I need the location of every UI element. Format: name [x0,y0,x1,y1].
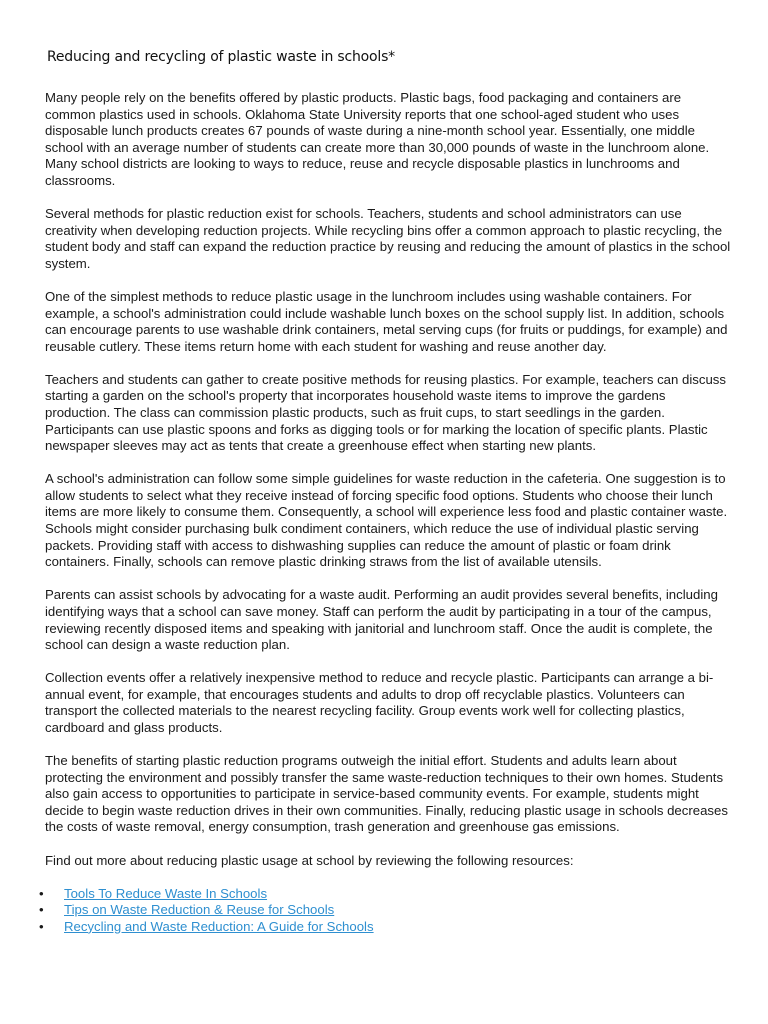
list-item [39,902,731,919]
paragraph-benefits: The benefits of starting plastic reduction programs outweigh the initial effort. Students and adults learn about protecting the environment and possibly transfer the same waste-reduction techniques to their own homes. Students also gain access to opportunities to participate in service-based community events. For example, students might decide to begin waste reduction drives in their own communities. Finally, reducing plastic usage in schools decreases the costs of waste removal, energy consumption, trash generation and greenhouse gas emissions. [45,753,728,835]
list-item [39,885,731,903]
paragraph-cafeteria-guidelines: A school's administration can follow some simple guidelines for waste reduction in the cafeteria. One suggestion is to allow students to select what they receive instead of forcing specific food options. Students who choose their lunch items are more likely to consume them. Consequently, a school will experience less food and plastic container waste. Schools might consider purchasing bulk condiment containers, which reduce the use of individual plastic serving packets. Providing staff with access to dishwashing supplies can reduce the amount of plastic or foam drink containers. Finally, schools can remove plastic drinking straws from the list of available utensils. [45,471,728,570]
resource-list [39,885,731,936]
paragraph-methods: Several methods for plastic reduction exist for schools. Teachers, students and school administrators can use creativity when developing reduction projects. While recycling bins offer a common approach to plastic recycling, the student body and staff can expand the reduction practice by reusing and reducing the amount of plastics in the school system. [45,206,731,271]
bullet-icon: • [39,902,44,918]
bullet-icon: • [39,918,44,934]
document-body [39,90,731,935]
resource-link-tools[interactable]: Tools To Reduce Waste In Schools [64,885,268,901]
paragraph-intro: Many people rely on the benefits offered by plastic products. Plastic bags, food packaging and containers are common plastics used in schools. Oklahoma State University reports that one school-aged student who uses disposable lunch products creates 67 pounds of waste during a nine-month school year. Essentially, one middle school with an average number of students can create more than 30,000 pounds of waste in the lunchroom alone. Many school districts are looking to ways to reduce, reuse and recycle disposable plastics in lunchrooms and classrooms. [45,90,710,188]
paragraph-resources-intro: Find out more about reducing plastic usage at school by reviewing the following resources: [45,852,574,868]
resource-link-tips[interactable]: Tips on Waste Reduction & Reuse for Schools [64,902,335,918]
resource-link-guide[interactable]: Recycling and Waste Reduction: A Guide for Schools [64,918,374,934]
paragraph-collection-events: Collection events offer a relatively inexpensive method to reduce and recycle plastic. Participants can arrange a bi-annual event, for example, that encourages students and adults to drop off recyclable plastics. Volunteers can transport the collected materials to the nearest recycling facility. Group events work well for collecting plastics, cardboard and glass products. [45,670,714,735]
paragraph-reusing-plastics: Teachers and students can gather to create positive methods for reusing plastics. For example, teachers can discuss starting a garden on the school's property that incorporates household waste items to improve the gardens production. The class can commission plastic products, such as fruit cups, to start seedlings in the garden. Participants can use plastic spoons and forks as digging tools or for marking the location of specific plants. Plastic newspaper sleeves may act as tents that create a greenhouse effect when starting new plants. [45,371,726,454]
document-title: Reducing and recycling of plastic waste in schools* [47,49,395,65]
list-item [39,918,731,936]
paragraph-washable-containers: One of the simplest methods to reduce plastic usage in the lunchroom includes using washable containers. For example, a school's administration could include washable lunch boxes on the school supply list. In addition, schools can encourage parents to use washable drink containers, metal serving cups (for fruits or puddings, for example) and reusable cutlery. These items return home with each student for washing and reuse another day. [45,288,728,354]
bullet-icon: • [39,885,44,901]
paragraph-waste-audit: Parents can assist schools by advocating for a waste audit. Performing an audit provides several benefits, including identifying ways that a school can save money. Staff can perform the audit by participating in a tour of the campus, reviewing recently disposed items and speaking with janitorial and lunchroom staff. Once the audit is complete, the school can design a waste reduction plan. [45,587,718,653]
